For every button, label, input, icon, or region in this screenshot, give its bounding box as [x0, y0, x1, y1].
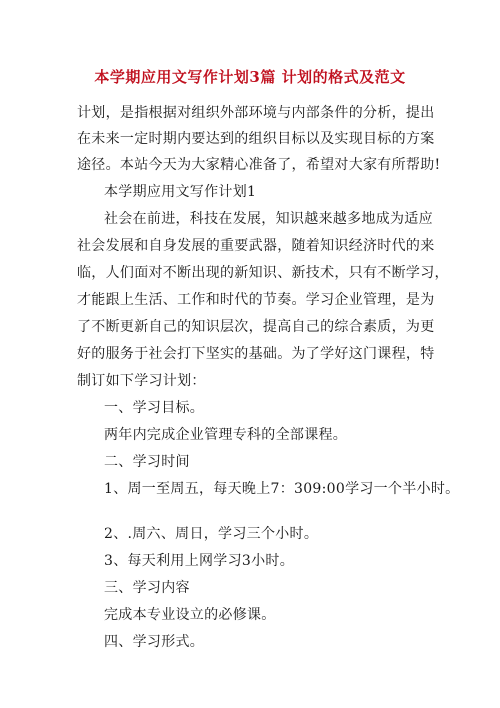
list-item: 2、.周六、周日，学习三个小时。 — [104, 526, 319, 542]
list-heading: 三、学习内容 — [104, 580, 190, 596]
list-item: 完成本专业设立的必修课。 — [104, 607, 276, 623]
list-item: 3、每天利用上网学习3小时。 — [104, 553, 295, 569]
paragraph-line: 途径。本站今天为大家精心准备了，希望对大家有所帮助! — [77, 157, 441, 173]
section-heading: 本学期应用文写作计划1 — [104, 184, 257, 200]
paragraph-line: 制订如下学习计划： — [77, 373, 206, 389]
paragraph-line: 了不断更新自己的知识层次，提高自己的综合素质，为更 — [77, 319, 435, 335]
list-item: 1、周一至周五，每天晚上7：309:00学习一个半小时。 — [104, 481, 460, 497]
list-item: 两年内完成企业管理专科的全部课程。 — [104, 427, 348, 443]
paragraph-line: 计划，是指根据对组织外部环境与内部条件的分析，提出 — [77, 105, 435, 121]
paragraph-line: 社会发展和自身发展的重要武器，随着知识经济时代的来 — [77, 238, 435, 254]
paragraph-line: 在未来一定时期内要达到的组织目标以及实现目标的方案 — [77, 131, 435, 147]
list-heading: 四、学习形式。 — [104, 634, 205, 650]
list-heading: 一、学习目标。 — [104, 400, 205, 416]
paragraph-line: 临，人们面对不断出现的新知识、新技术，只有不断学习， — [77, 265, 449, 281]
document-title: 本学期应用文写作计划3篇 计划的格式及范文 — [94, 68, 406, 86]
paragraph-line: 好的服务于社会打下坚实的基础。为了学好这门课程，特 — [77, 346, 435, 362]
list-heading: 二、学习时间 — [104, 454, 190, 470]
paragraph-line: 社会在前进，科技在发展，知识越来越多地成为适应 — [104, 211, 433, 227]
paragraph-line: 才能跟上生活、工作和时代的节奏。学习企业管理，是为 — [77, 292, 435, 308]
